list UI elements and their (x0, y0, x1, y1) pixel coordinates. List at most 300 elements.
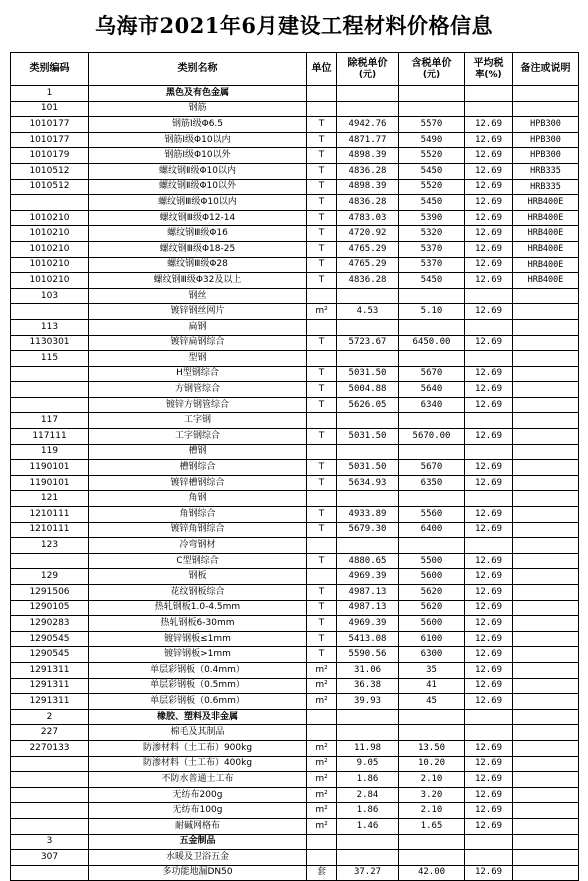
cell-price-ex: 1.86 (337, 772, 399, 788)
table-row (11, 616, 579, 632)
cell-name: 螺纹钢Ⅲ级Φ10以内 (89, 195, 307, 211)
category-row (11, 709, 579, 725)
cell-rate: 12.69 (465, 304, 513, 320)
header-unit: 单位 (307, 53, 337, 86)
cell-name: H型钢综合 (89, 366, 307, 382)
cell-note (513, 507, 579, 523)
cell-name: 防渗材料（土工布）400kg (89, 756, 307, 772)
cell-unit (307, 288, 337, 304)
cell-name: 螺纹钢Ⅱ级Φ10以内 (89, 163, 307, 179)
cell-unit: T (307, 522, 337, 538)
cell-name: 钢筋Ⅰ级Φ6.5 (89, 117, 307, 133)
cell-code (11, 865, 89, 881)
cell-code: 2 (11, 709, 89, 725)
cell-unit: m² (307, 740, 337, 756)
cell-price-ex: 5626.05 (337, 397, 399, 413)
cell-price-in: 5520 (399, 179, 465, 195)
cell-price-in (399, 725, 465, 741)
cell-unit (307, 351, 337, 367)
cell-rate (465, 834, 513, 850)
cell-price-in: 5520 (399, 148, 465, 164)
cell-code: 1290105 (11, 600, 89, 616)
cell-name: 钢丝 (89, 288, 307, 304)
cell-rate: 12.69 (465, 241, 513, 257)
table-body (11, 86, 579, 881)
cell-code: 1291311 (11, 678, 89, 694)
cell-note (513, 772, 579, 788)
cell-price-in (399, 101, 465, 117)
cell-code: 1210111 (11, 507, 89, 523)
cell-note (513, 351, 579, 367)
cell-price-in: 5600 (399, 616, 465, 632)
table-row (11, 553, 579, 569)
cell-name: 钢筋 (89, 101, 307, 117)
subcategory-row (11, 850, 579, 866)
cell-price-in (399, 850, 465, 866)
cell-price-in: 42.00 (399, 865, 465, 881)
table-row (11, 397, 579, 413)
cell-name: 无纺布100g (89, 803, 307, 819)
cell-code: 1010512 (11, 163, 89, 179)
cell-unit: m² (307, 694, 337, 710)
cell-rate (465, 288, 513, 304)
cell-price-in: 5.10 (399, 304, 465, 320)
cell-price-in: 5670.00 (399, 429, 465, 445)
cell-unit (307, 491, 337, 507)
table-row (11, 460, 579, 476)
cell-code: 3 (11, 834, 89, 850)
cell-price-in: 5670 (399, 366, 465, 382)
cell-note (513, 725, 579, 741)
cell-code (11, 397, 89, 413)
cell-unit (307, 725, 337, 741)
cell-note (513, 553, 579, 569)
cell-price-in: 6450.00 (399, 335, 465, 351)
cell-rate: 12.69 (465, 600, 513, 616)
category-row (11, 86, 579, 102)
cell-rate: 12.69 (465, 460, 513, 476)
cell-name: 水暖及卫浴五金 (89, 850, 307, 866)
cell-note (513, 86, 579, 102)
cell-name: 单层彩钢板（0.5mm） (89, 678, 307, 694)
cell-rate: 12.69 (465, 787, 513, 803)
cell-price-in: 45 (399, 694, 465, 710)
cell-price-ex (337, 538, 399, 554)
cell-price-in (399, 86, 465, 102)
cell-name: 型钢 (89, 351, 307, 367)
table-row (11, 694, 579, 710)
cell-price-ex: 4942.76 (337, 117, 399, 133)
cell-price-in: 2.10 (399, 772, 465, 788)
table-row (11, 803, 579, 819)
cell-note: HRB400E (513, 210, 579, 226)
cell-note (513, 444, 579, 460)
subcategory-row (11, 288, 579, 304)
cell-note (513, 834, 579, 850)
cell-price-in: 1.65 (399, 818, 465, 834)
cell-code: 1290545 (11, 647, 89, 663)
cell-price-in: 2.10 (399, 803, 465, 819)
cell-unit: T (307, 241, 337, 257)
cell-price-ex (337, 725, 399, 741)
cell-unit (307, 86, 337, 102)
table-row (11, 507, 579, 523)
cell-rate: 12.69 (465, 179, 513, 195)
cell-unit: T (307, 553, 337, 569)
header-price-ex (337, 53, 399, 86)
cell-code: 117 (11, 413, 89, 429)
cell-name: 角钢综合 (89, 507, 307, 523)
cell-name: 镀锌扁钢综合 (89, 335, 307, 351)
cell-note (513, 382, 579, 398)
table-row (11, 647, 579, 663)
cell-note: HRB400E (513, 226, 579, 242)
table-row (11, 569, 579, 585)
cell-price-ex (337, 834, 399, 850)
cell-unit (307, 413, 337, 429)
cell-name: 橡胶、塑料及非金属 (89, 709, 307, 725)
cell-name: 黑色及有色金属 (89, 86, 307, 102)
cell-name: 不防水普通土工布 (89, 772, 307, 788)
cell-code: 1010210 (11, 257, 89, 273)
cell-unit (307, 709, 337, 725)
cell-name: 冷弯钢材 (89, 538, 307, 554)
table-row (11, 179, 579, 195)
cell-price-in (399, 413, 465, 429)
cell-rate: 12.69 (465, 366, 513, 382)
cell-note (513, 538, 579, 554)
cell-code (11, 772, 89, 788)
cell-name: 镀锌槽钢综合 (89, 475, 307, 491)
cell-code: 1190101 (11, 475, 89, 491)
cell-unit: T (307, 397, 337, 413)
cell-unit: T (307, 132, 337, 148)
cell-note (513, 475, 579, 491)
cell-code: 129 (11, 569, 89, 585)
cell-unit: T (307, 382, 337, 398)
table-row (11, 257, 579, 273)
cell-price-in: 5450 (399, 195, 465, 211)
cell-price-in: 6300 (399, 647, 465, 663)
cell-unit: T (307, 273, 337, 289)
cell-rate: 12.69 (465, 818, 513, 834)
table-row (11, 475, 579, 491)
cell-price-ex: 4.53 (337, 304, 399, 320)
table-row (11, 631, 579, 647)
table-row (11, 163, 579, 179)
cell-note (513, 850, 579, 866)
cell-note: HRB335 (513, 163, 579, 179)
table-row (11, 226, 579, 242)
header-price-in (399, 53, 465, 86)
cell-unit: m² (307, 304, 337, 320)
cell-price-ex (337, 101, 399, 117)
cell-note (513, 429, 579, 445)
cell-note: HRB400E (513, 241, 579, 257)
cell-price-in: 6350 (399, 475, 465, 491)
cell-unit (307, 101, 337, 117)
cell-price-in: 5390 (399, 210, 465, 226)
header-price-in-label: 含税单价 (411, 57, 452, 69)
category-row (11, 834, 579, 850)
cell-rate: 12.69 (465, 678, 513, 694)
cell-code: 1010210 (11, 273, 89, 289)
table-row (11, 210, 579, 226)
cell-rate (465, 491, 513, 507)
table-row (11, 787, 579, 803)
cell-rate (465, 351, 513, 367)
cell-price-ex: 5031.50 (337, 429, 399, 445)
table-row (11, 662, 579, 678)
cell-unit: T (307, 647, 337, 663)
cell-price-ex: 4969.39 (337, 569, 399, 585)
cell-price-ex: 4969.39 (337, 616, 399, 632)
cell-name: 镀锌钢丝网片 (89, 304, 307, 320)
cell-rate: 12.69 (465, 756, 513, 772)
cell-price-in (399, 319, 465, 335)
cell-price-ex: 9.05 (337, 756, 399, 772)
cell-price-in: 10.20 (399, 756, 465, 772)
cell-code (11, 787, 89, 803)
header-rate (465, 53, 513, 86)
table-row (11, 865, 579, 881)
cell-code: 1010210 (11, 226, 89, 242)
cell-code: 103 (11, 288, 89, 304)
cell-price-ex: 37.27 (337, 865, 399, 881)
cell-note: HRB400E (513, 195, 579, 211)
cell-rate: 12.69 (465, 210, 513, 226)
cell-price-in: 5450 (399, 163, 465, 179)
cell-code: 1210111 (11, 522, 89, 538)
cell-note: HRB400E (513, 273, 579, 289)
cell-price-in: 5320 (399, 226, 465, 242)
cell-unit: T (307, 429, 337, 445)
cell-name: 镀锌钢板≤1mm (89, 631, 307, 647)
cell-name: 热轧钢板1.0-4.5mm (89, 600, 307, 616)
cell-price-ex: 39.93 (337, 694, 399, 710)
cell-name: 工字钢综合 (89, 429, 307, 445)
cell-rate (465, 709, 513, 725)
cell-price-ex: 4720.92 (337, 226, 399, 242)
cell-price-in (399, 834, 465, 850)
table-row (11, 117, 579, 133)
cell-code: 1290283 (11, 616, 89, 632)
cell-unit: m² (307, 803, 337, 819)
cell-rate: 12.69 (465, 397, 513, 413)
table-row (11, 273, 579, 289)
cell-unit: T (307, 616, 337, 632)
table-row (11, 818, 579, 834)
cell-name: 螺纹钢Ⅲ级Φ28 (89, 257, 307, 273)
cell-rate: 12.69 (465, 335, 513, 351)
cell-price-ex (337, 86, 399, 102)
cell-code: 1130301 (11, 335, 89, 351)
cell-note (513, 631, 579, 647)
header-code: 类别编码 (11, 53, 89, 86)
cell-price-ex: 5004.88 (337, 382, 399, 398)
cell-code (11, 195, 89, 211)
cell-name: 钢筋Ⅰ级Φ10以外 (89, 148, 307, 164)
cell-price-ex: 31.06 (337, 662, 399, 678)
cell-note (513, 413, 579, 429)
cell-price-ex: 4987.13 (337, 585, 399, 601)
cell-price-in: 5600 (399, 569, 465, 585)
cell-note (513, 647, 579, 663)
cell-price-ex: 5679.30 (337, 522, 399, 538)
cell-unit (307, 538, 337, 554)
cell-code (11, 304, 89, 320)
cell-code: 1010179 (11, 148, 89, 164)
cell-note: HRB400E (513, 257, 579, 273)
cell-price-ex: 5723.67 (337, 335, 399, 351)
table-row (11, 585, 579, 601)
cell-unit: T (307, 226, 337, 242)
cell-note (513, 569, 579, 585)
cell-note (513, 397, 579, 413)
cell-rate (465, 86, 513, 102)
cell-code (11, 553, 89, 569)
cell-rate: 12.69 (465, 163, 513, 179)
subcategory-row (11, 101, 579, 117)
cell-rate (465, 101, 513, 117)
cell-code (11, 382, 89, 398)
cell-unit: T (307, 460, 337, 476)
cell-name: 无纺布200g (89, 787, 307, 803)
cell-price-ex: 5634.93 (337, 475, 399, 491)
cell-unit: T (307, 585, 337, 601)
cell-unit: T (307, 475, 337, 491)
cell-note (513, 319, 579, 335)
cell-unit: T (307, 507, 337, 523)
cell-unit: T (307, 148, 337, 164)
cell-unit (307, 444, 337, 460)
cell-name: 耐碱网格布 (89, 818, 307, 834)
cell-rate (465, 444, 513, 460)
cell-price-ex: 2.84 (337, 787, 399, 803)
cell-name: 镀锌方钢管综合 (89, 397, 307, 413)
cell-name: 棉毛及其制品 (89, 725, 307, 741)
table-row (11, 382, 579, 398)
cell-name: 扁钢 (89, 319, 307, 335)
cell-rate: 12.69 (465, 257, 513, 273)
cell-price-ex: 4836.28 (337, 273, 399, 289)
cell-price-ex: 1.46 (337, 818, 399, 834)
cell-note (513, 694, 579, 710)
cell-price-ex: 11.98 (337, 740, 399, 756)
cell-note (513, 678, 579, 694)
cell-code: 307 (11, 850, 89, 866)
cell-note: HPB300 (513, 132, 579, 148)
cell-price-in: 6100 (399, 631, 465, 647)
cell-name: 单层彩钢板（0.6mm） (89, 694, 307, 710)
cell-note (513, 288, 579, 304)
cell-name: 方钢管综合 (89, 382, 307, 398)
cell-code: 1 (11, 86, 89, 102)
cell-rate: 12.69 (465, 803, 513, 819)
cell-note (513, 818, 579, 834)
cell-note (513, 756, 579, 772)
cell-rate: 12.69 (465, 616, 513, 632)
cell-price-ex (337, 491, 399, 507)
cell-price-in (399, 444, 465, 460)
cell-note (513, 740, 579, 756)
header-price-ex-unit: (元) (358, 69, 377, 80)
cell-code (11, 366, 89, 382)
cell-note (513, 101, 579, 117)
cell-rate: 12.69 (465, 522, 513, 538)
table-row (11, 429, 579, 445)
cell-name: 螺纹钢Ⅲ级Φ16 (89, 226, 307, 242)
cell-unit: T (307, 163, 337, 179)
subcategory-row (11, 491, 579, 507)
cell-rate: 12.69 (465, 475, 513, 491)
cell-note (513, 803, 579, 819)
cell-price-ex (337, 709, 399, 725)
cell-note (513, 491, 579, 507)
header-price-ex-label: 除税单价 (347, 57, 388, 69)
table-row (11, 366, 579, 382)
cell-rate: 12.69 (465, 132, 513, 148)
cell-unit (307, 569, 337, 585)
subcategory-row (11, 413, 579, 429)
cell-name: 镀锌钢板>1mm (89, 647, 307, 663)
cell-name: 槽钢 (89, 444, 307, 460)
cell-note (513, 460, 579, 476)
cell-price-in (399, 709, 465, 725)
cell-name: 五金制品 (89, 834, 307, 850)
cell-unit: T (307, 195, 337, 211)
cell-code: 121 (11, 491, 89, 507)
cell-price-in: 5490 (399, 132, 465, 148)
cell-note: HPB300 (513, 117, 579, 133)
cell-rate: 12.69 (465, 569, 513, 585)
cell-rate: 12.69 (465, 507, 513, 523)
cell-rate: 12.69 (465, 553, 513, 569)
cell-price-in: 5670 (399, 460, 465, 476)
cell-code: 1291506 (11, 585, 89, 601)
cell-rate (465, 725, 513, 741)
cell-code: 1010177 (11, 132, 89, 148)
cell-rate: 12.69 (465, 772, 513, 788)
cell-name: 螺纹钢Ⅲ级Φ18-25 (89, 241, 307, 257)
cell-price-in: 5370 (399, 257, 465, 273)
cell-code: 2270133 (11, 740, 89, 756)
table-header-row (11, 53, 579, 86)
cell-rate: 12.69 (465, 148, 513, 164)
cell-code: 117111 (11, 429, 89, 445)
cell-rate: 12.69 (465, 226, 513, 242)
header-name: 类别名称 (89, 53, 307, 86)
cell-price-in: 6400 (399, 522, 465, 538)
cell-price-in: 6340 (399, 397, 465, 413)
cell-price-ex: 5590.56 (337, 647, 399, 663)
document-title: 乌海市2021年6月建设工程材料价格信息 (94, 13, 494, 38)
subcategory-row (11, 319, 579, 335)
cell-price-ex (337, 850, 399, 866)
cell-name: 螺纹钢Ⅱ级Φ10以外 (89, 179, 307, 195)
cell-price-in: 5620 (399, 585, 465, 601)
header-rate-label: 平均税 (473, 57, 504, 69)
cell-price-ex (337, 444, 399, 460)
cell-name: 花纹钢板综合 (89, 585, 307, 601)
cell-code: 115 (11, 351, 89, 367)
cell-code: 113 (11, 319, 89, 335)
cell-name: 角钢 (89, 491, 307, 507)
cell-rate (465, 850, 513, 866)
cell-unit: m² (307, 818, 337, 834)
table-row (11, 195, 579, 211)
cell-price-in: 35 (399, 662, 465, 678)
